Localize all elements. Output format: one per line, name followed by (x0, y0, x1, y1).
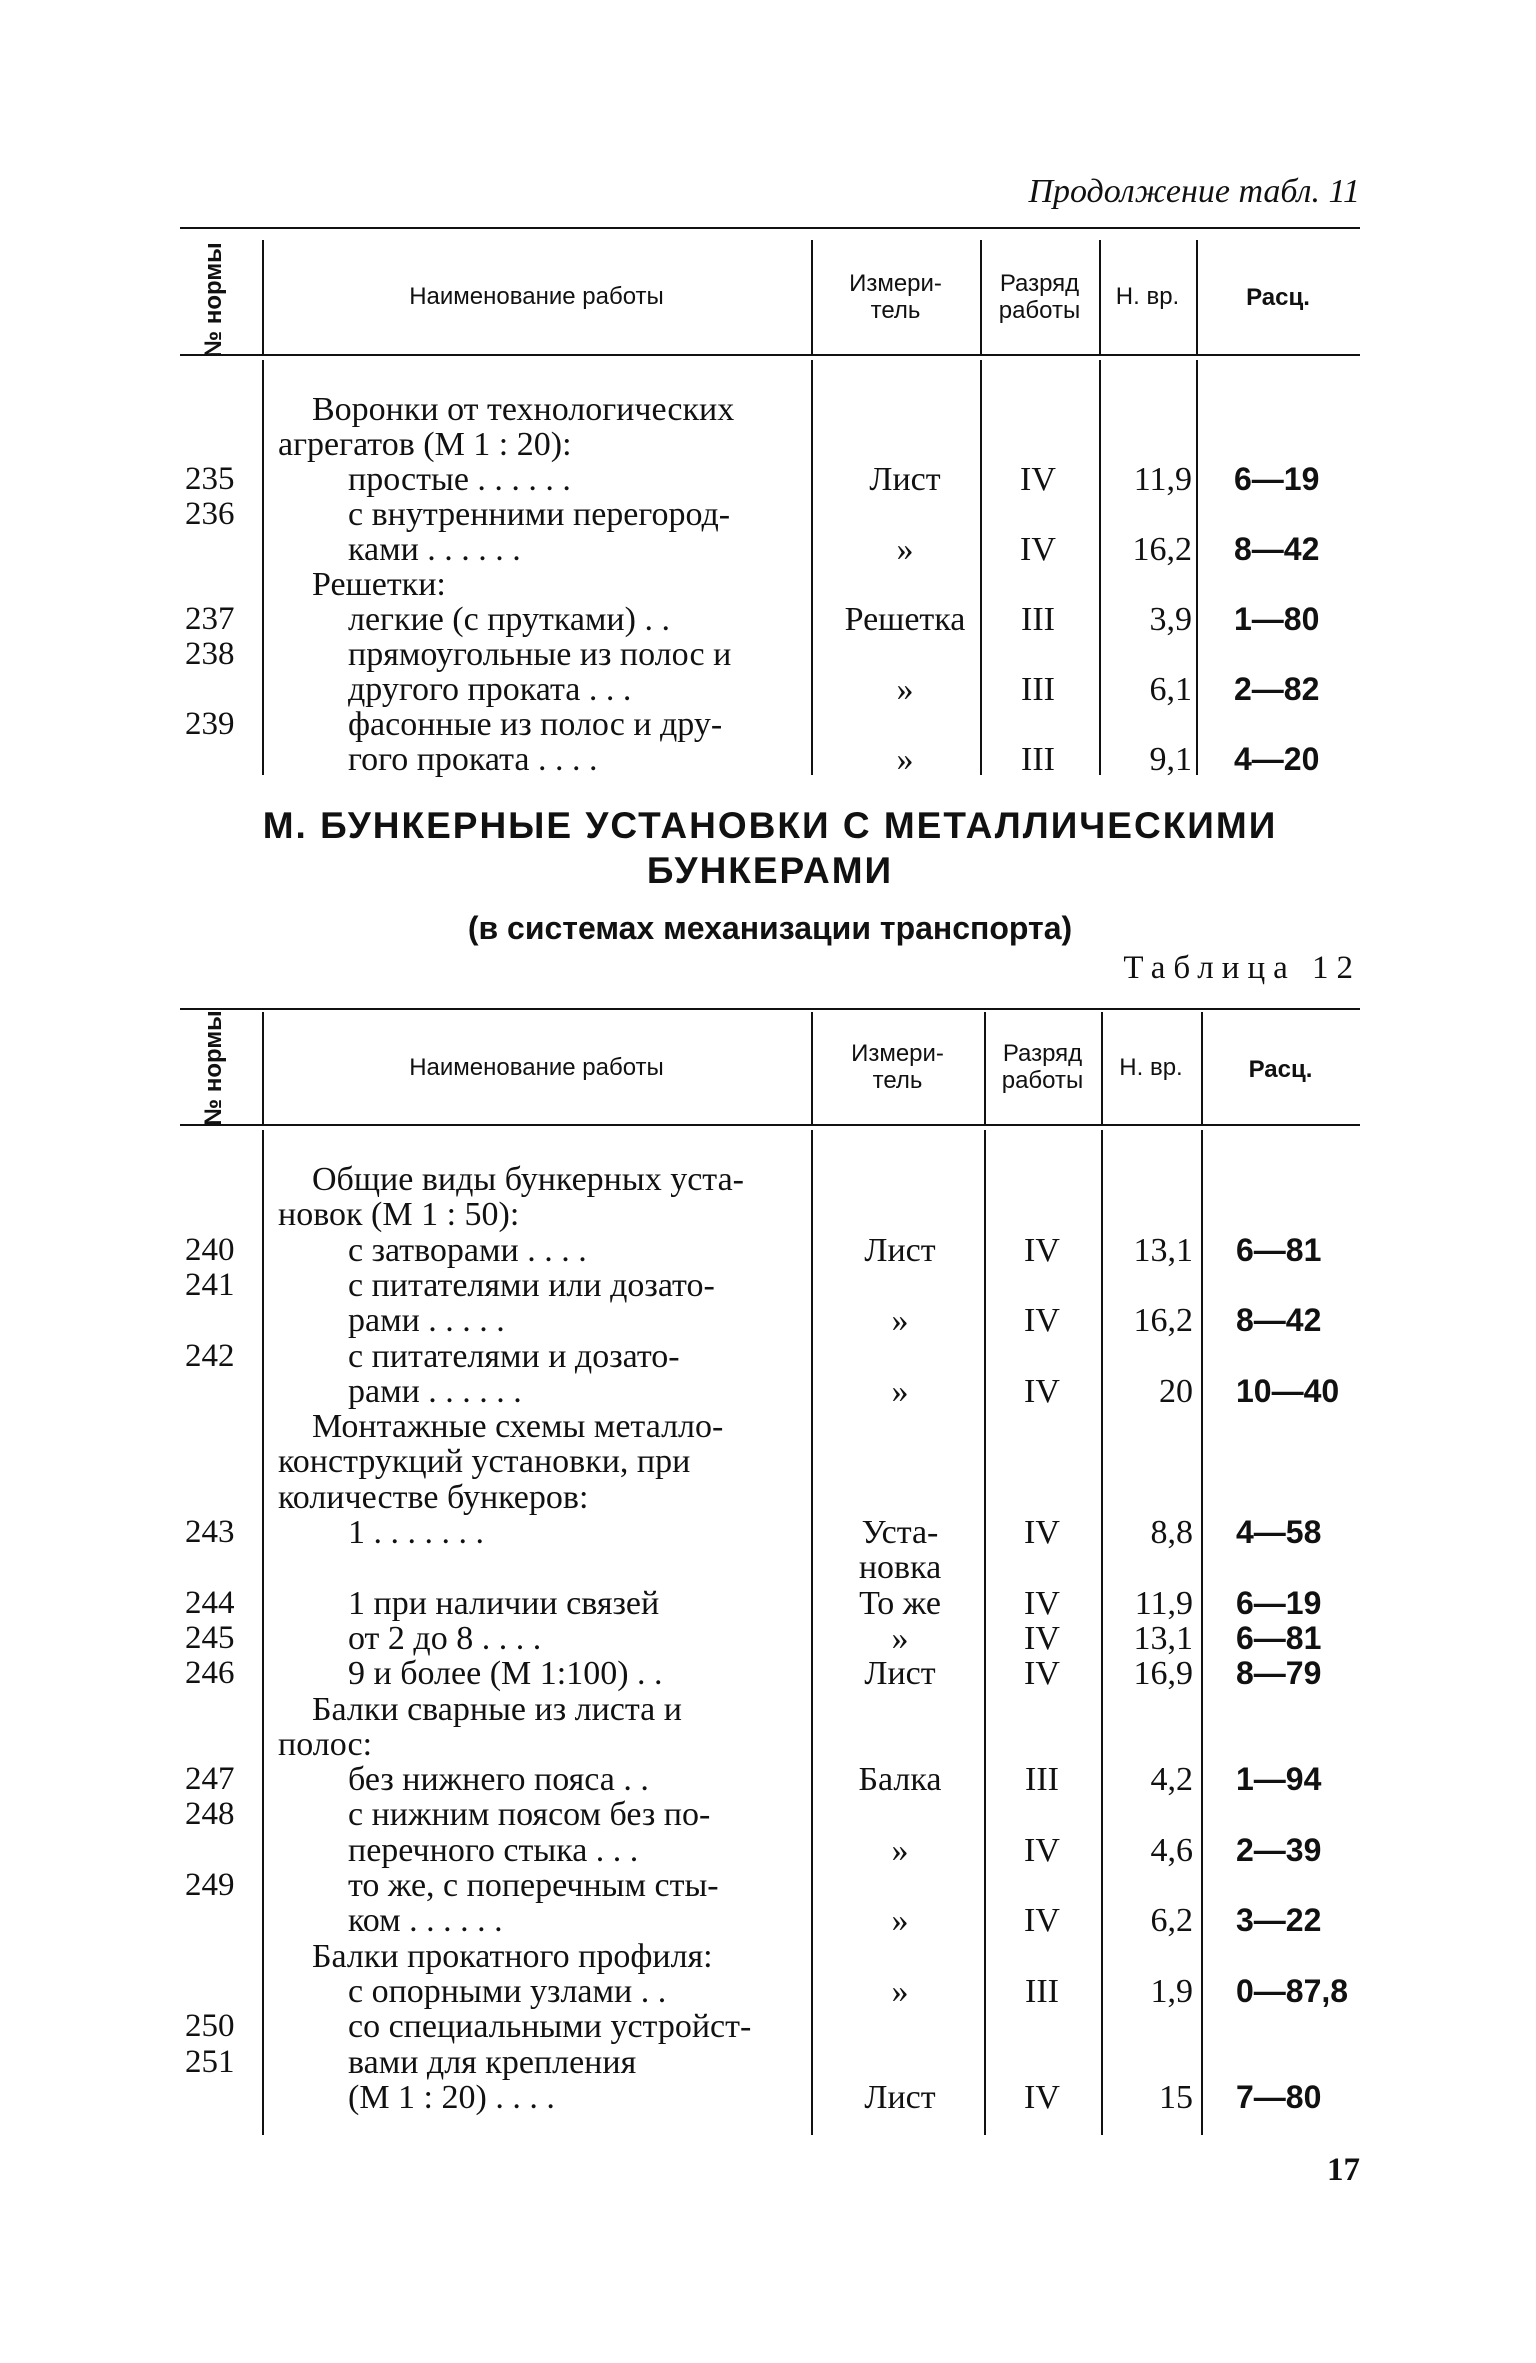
col-divider (811, 1130, 813, 2135)
work-name: гого проката . . . . (348, 741, 598, 778)
rate-value: 6—19 (1236, 1584, 1322, 1621)
work-name: рами . . . . . . (348, 1372, 522, 1410)
section-subtitle: (в системах механизации транспорта) (467, 910, 1073, 946)
col-header-time: Н. вр. (1119, 1054, 1183, 1081)
unit-value: » (891, 1902, 909, 1940)
rate-value: 2—39 (1236, 1831, 1322, 1868)
norm-number: 243 (185, 1514, 235, 1550)
time-value: 3,9 (1149, 601, 1192, 638)
rate-value: 3—22 (1236, 1902, 1322, 1939)
rate-value: 10—40 (1236, 1372, 1340, 1409)
unit-value: То же (859, 1584, 941, 1622)
col-header-unit (811, 270, 980, 324)
work-name: Решетки: (312, 566, 446, 603)
norm-number: 239 (185, 706, 235, 742)
col-header-unit-l2: тель (870, 297, 921, 324)
time-value: 6,1 (1149, 671, 1192, 708)
norm-number: 244 (185, 1584, 235, 1621)
time-value: 15 (1159, 2078, 1193, 2116)
work-name: 1 при наличии связей (348, 1584, 660, 1622)
rate-value: 8—79 (1236, 1655, 1322, 1692)
grade-value: IV (1024, 1655, 1060, 1693)
header-top-rule (180, 227, 1360, 229)
work-name: легкие (с прутками) . . (348, 601, 670, 638)
work-name: то же, с поперечным сты- (348, 1867, 719, 1904)
time-value: 13,1 (1133, 1231, 1193, 1269)
header-bottom-rule (180, 354, 1360, 356)
time-value: 6,2 (1150, 1902, 1193, 1940)
work-name: перечного стыка . . . (348, 1831, 639, 1869)
unit-value: » (891, 1619, 909, 1657)
norm-number: 248 (185, 1796, 235, 1833)
grade-value: III (1021, 671, 1055, 708)
col-header-grade-l2: работы (1001, 1067, 1084, 1094)
col-header-unit-l2: тель (872, 1067, 923, 1094)
grade-value: IV (1024, 1302, 1060, 1340)
col-header-rate: Расц. (1248, 1056, 1313, 1083)
page-number: 17 (1327, 2152, 1360, 2188)
time-value: 16,2 (1132, 531, 1192, 568)
table-label: Таблица 12 (1123, 950, 1361, 986)
unit-value: Лист (864, 2078, 936, 2116)
work-name: новок (М 1 : 50): (278, 1196, 520, 1234)
time-value: 11,9 (1134, 1584, 1193, 1622)
work-name: с нижним поясом без по- (348, 1796, 711, 1834)
unit-value: Лист (864, 1655, 936, 1693)
work-name: прямоугольные из полос и (348, 636, 732, 673)
col-header-time: Н. вр. (1115, 283, 1180, 310)
col-divider (980, 360, 982, 775)
rate-value: 8—42 (1234, 531, 1320, 567)
col-header-name: Наименование работы (409, 283, 664, 310)
grade-value: IV (1020, 461, 1056, 498)
norm-number: 249 (185, 1867, 235, 1903)
norm-number: 251 (185, 2043, 235, 2080)
unit-value: » (891, 1302, 909, 1340)
col-header-grade (984, 1040, 1101, 1094)
header-bottom-rule (180, 1124, 1360, 1126)
unit-value: » (891, 1372, 909, 1410)
work-name: количестве бункеров: (278, 1478, 589, 1516)
work-name: ками . . . . . . (348, 531, 521, 568)
continuation-caption: Продолжение табл. 11 (1028, 173, 1360, 210)
norm-number: 235 (185, 461, 235, 497)
norm-number: 240 (185, 1231, 235, 1268)
col-header-name: Наименование работы (409, 1054, 664, 1081)
work-name: рами . . . . . (348, 1302, 505, 1340)
work-name: Общие виды бункерных уста- (312, 1161, 744, 1198)
col-header-unit (811, 1040, 984, 1094)
grade-value: IV (1024, 1231, 1060, 1269)
work-name: от 2 до 8 . . . . (348, 1619, 542, 1657)
work-name: без нижнего пояса . . (348, 1761, 649, 1799)
norm-number: 238 (185, 636, 235, 672)
col-divider (1099, 360, 1101, 775)
grade-value: IV (1024, 1902, 1060, 1940)
work-name: Балки прокатного профиля: (312, 1937, 713, 1975)
grade-value: IV (1024, 1514, 1060, 1551)
work-name: с опорными узлами . . (348, 1972, 667, 2010)
rate-value: 1—94 (1236, 1761, 1322, 1798)
work-name: конструкций установки, при (278, 1443, 691, 1481)
work-name: с питателями и дозато- (348, 1337, 680, 1375)
work-name: 9 и более (М 1:100) . . (348, 1655, 663, 1693)
work-name: Балки сварные из листа и (312, 1690, 682, 1728)
norm-number: 241 (185, 1266, 235, 1303)
rate-value: 2—82 (1234, 671, 1320, 707)
grade-value: III (1025, 1761, 1059, 1799)
grade-value: III (1021, 601, 1055, 638)
unit-value: Балка (858, 1761, 942, 1799)
grade-value: III (1025, 1972, 1059, 2010)
col-header-unit-l1: Измери- (851, 1040, 944, 1067)
work-name: агрегатов (М 1 : 20): (278, 426, 572, 463)
section-title-line2: БУНКЕРАМИ (646, 850, 894, 891)
unit-value: Лист (864, 1231, 936, 1269)
work-name: с затворами . . . . (348, 1231, 587, 1269)
time-value: 1,9 (1150, 1972, 1193, 2010)
rate-value: 1—80 (1234, 601, 1320, 637)
work-name: Монтажные схемы металло- (312, 1408, 724, 1446)
col-header-no: № нормы (200, 1010, 227, 1126)
time-value: 4,2 (1150, 1761, 1193, 1799)
col-divider (262, 360, 264, 775)
col-header-rate: Расц. (1246, 284, 1310, 311)
time-value: 8,8 (1150, 1514, 1193, 1551)
time-value: 20 (1159, 1372, 1193, 1410)
col-divider (1201, 1130, 1203, 2135)
rate-value: 8—42 (1236, 1302, 1322, 1339)
grade-value: IV (1024, 2078, 1060, 2116)
work-name: фасонные из полос и дру- (348, 706, 723, 743)
rate-value: 4—20 (1234, 741, 1320, 777)
grade-value: IV (1020, 531, 1056, 568)
work-name: вами для крепления (348, 2043, 637, 2081)
col-header-grade-l2: работы (998, 297, 1081, 324)
rate-value: 6—81 (1236, 1619, 1322, 1656)
col-header-unit-l1: Измери- (849, 270, 942, 297)
unit-value: » (896, 741, 914, 778)
col-header-grade-l1: Разряд (999, 270, 1080, 297)
unit-value: » (891, 1972, 909, 2010)
work-name: (М 1 : 20) . . . . (348, 2078, 555, 2116)
rate-value: 6—81 (1236, 1231, 1322, 1268)
col-header-grade-l1: Разряд (1002, 1040, 1083, 1067)
norm-number: 246 (185, 1655, 235, 1692)
time-value: 16,9 (1133, 1655, 1193, 1693)
grade-value: IV (1024, 1372, 1060, 1410)
unit-value: » (891, 1831, 909, 1869)
time-value: 16,2 (1133, 1302, 1193, 1340)
rate-value: 7—80 (1236, 2078, 1322, 2115)
work-name: с питателями или дозато- (348, 1266, 715, 1304)
work-name: со специальными устройст- (348, 2008, 752, 2046)
section-title-line1: М. БУНКЕРНЫЕ УСТАНОВКИ С МЕТАЛЛИЧЕСКИМИ (262, 805, 1278, 846)
work-name: с внутренними перегород- (348, 496, 731, 533)
col-divider (811, 360, 813, 775)
time-value: 9,1 (1149, 741, 1192, 778)
grade-value: IV (1024, 1584, 1060, 1622)
norm-number: 242 (185, 1337, 235, 1374)
col-divider (262, 1130, 264, 2135)
header-top-rule (180, 1008, 1360, 1010)
time-value: 13,1 (1133, 1619, 1193, 1657)
grade-value: IV (1024, 1831, 1060, 1869)
grade-value: IV (1024, 1619, 1060, 1657)
time-value: 4,6 (1150, 1831, 1193, 1869)
work-name: другого проката . . . (348, 671, 632, 708)
work-name: ком . . . . . . (348, 1902, 503, 1940)
rate-value: 4—58 (1236, 1514, 1322, 1550)
rate-value: 0—87,8 (1236, 1972, 1349, 2009)
unit-value: новка (858, 1549, 942, 1587)
work-name: Воронки от технологических (312, 391, 735, 428)
work-name: простые . . . . . . (348, 461, 571, 498)
norm-number: 247 (185, 1761, 235, 1798)
norm-number: 250 (185, 2008, 235, 2045)
rate-value: 6—19 (1234, 461, 1320, 497)
work-name: полос: (278, 1725, 373, 1763)
norm-number: 245 (185, 1619, 235, 1656)
norm-number: 237 (185, 601, 235, 637)
col-divider (1196, 360, 1198, 775)
norm-number: 236 (185, 496, 235, 532)
grade-value: III (1021, 741, 1055, 778)
unit-value: Лист (869, 461, 941, 498)
time-value: 11,9 (1133, 461, 1192, 498)
unit-value: Решетка (844, 601, 966, 638)
col-header-no: № нормы (200, 242, 227, 358)
unit-value: » (896, 671, 914, 708)
work-name: 1 . . . . . . . (348, 1514, 484, 1551)
unit-value: Уста- (861, 1514, 939, 1551)
unit-value: » (896, 531, 914, 568)
col-header-grade (980, 270, 1099, 324)
